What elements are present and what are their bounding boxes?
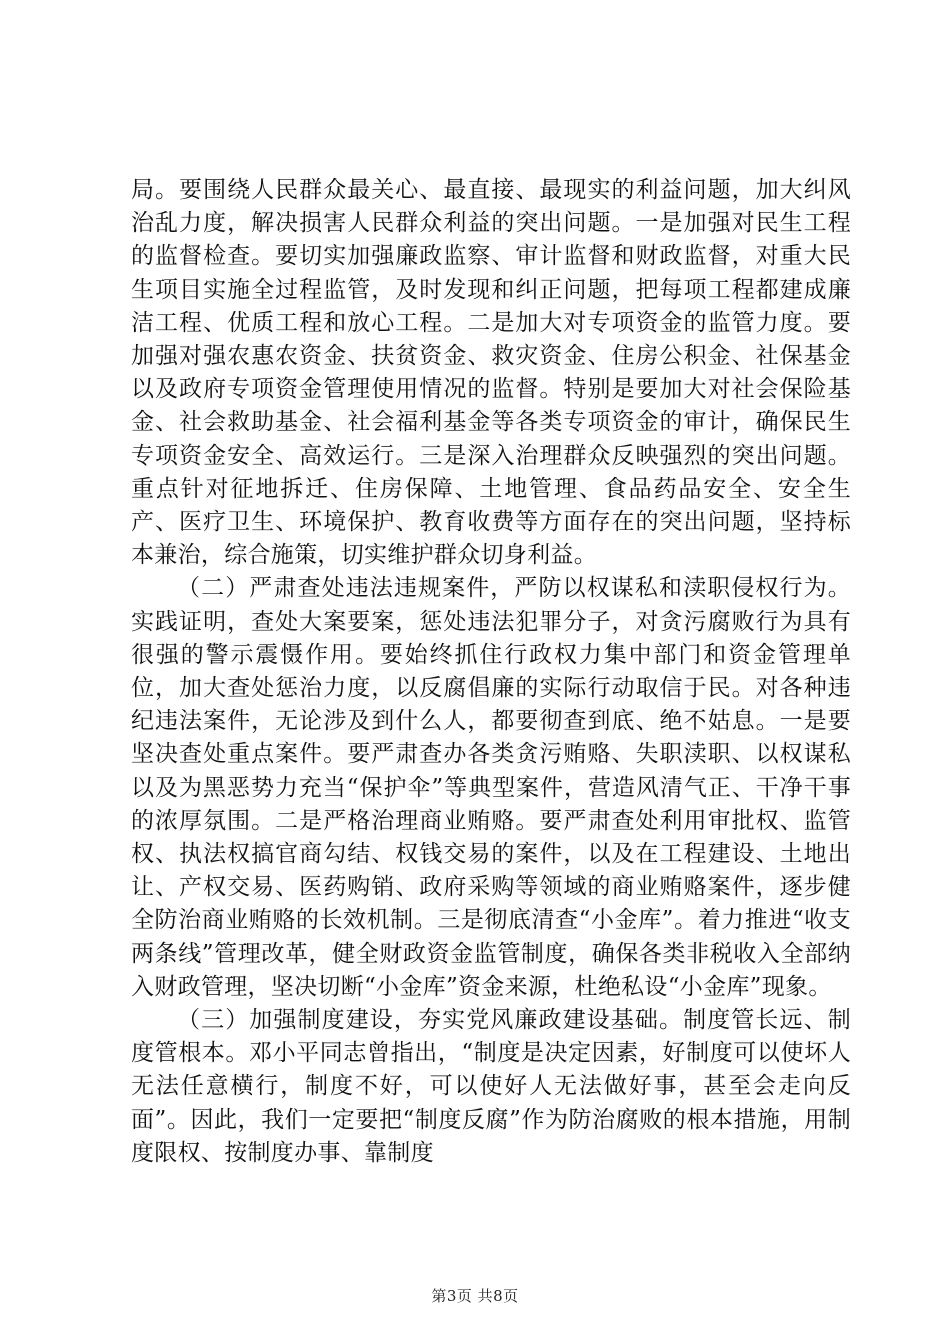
paragraph-continued: 局。要围绕人民群众最关心、最直接、最现实的利益问题，加大纠风治乱力度，解决损害人民群众利益的突出问题。一是加强对民生工程的监督检查。要切实加强廉政监察、审计监督和财政监督，对重大民生项目实施全过程监管，及时发现和纠正问题，把每项工程都建成廉洁工程、优质工程和放心工程。二是加大对专项资金的监管力度。要加强对强农惠农资金、扶贫资金、救灾资金、住房公积金、社保基金以及政府专项资金管理使用情况的监督。特别是要加大对社会保险基金、社会救助基金、社会福利基金等各类专项资金的审计，确保民生专项资金安全、高效运行。三是深入治理群众反映强烈的突出问题。重点针对征地拆迁、住房保障、土地管理、食品药品安全、安全生产、医疗卫生、环境保护、教育收费等方面存在的突出问题，坚持标本兼治，综合施策，切实维护群众切身利益。 [131,177,851,569]
document-body [131,174,851,1170]
paragraph-section-3: （三）加强制度建设，夯实党风廉政建设基础。制度管长远、制度管根本。邓小平同志曾指出，“制度是决定因素，好制度可以使坏人无法任意横行，制度不好，可以使好人无法做好事，甚至会走向反面”。因此，我们一定要把“制度反腐”作为防治腐败的根本措施，用制度限权、按制度办事、靠制度 [131,1007,851,1166]
page-footer: 第3页 共8页 [431,1287,519,1305]
paragraph-section-2: （二）严肃查处违法违规案件，严防以权谋私和渎职侵权行为。实践证明，查处大案要案，惩处违法犯罪分子，对贪污腐败行为具有很强的警示震慑作用。要始终抓住行政权力集中部门和资金管理单位，加大查处惩治力度，以反腐倡廉的实际行动取信于民。对各种违纪违法案件，无论涉及到什么人，都要彻查到底、绝不姑息。一是要坚决查处重点案件。要严肃查办各类贪污贿赂、失职渎职、以权谋私以及为黑恶势力充当“保护伞”等典型案件，营造风清气正、干净干事的浓厚氛围。二是严格治理商业贿赂。要严肃查处利用审批权、监管权、执法权搞官商勾结、权钱交易的案件，以及在工程建设、土地出让、产权交易、医药购销、政府采购等领域的商业贿赂案件，逐步健全防治商业贿赂的长效机制。三是彻底清查“小金库”。着力推进“收支两条线”管理改革，健全财政资金监管制度，确保各类非税收入全部纳入财政管理，坚决切断“小金库”资金来源，杜绝私设“小金库”现象。 [131,575,851,1000]
